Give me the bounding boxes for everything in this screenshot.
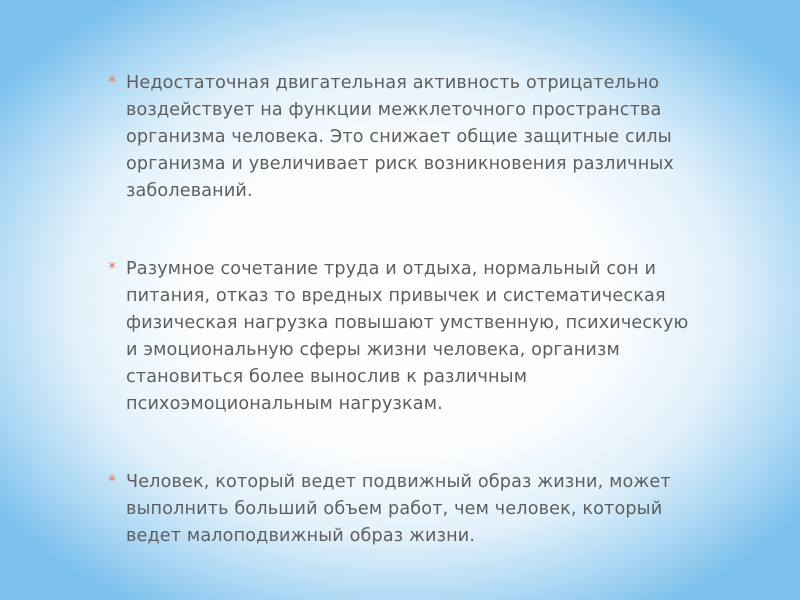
bullet-line: Разумное сочетание труда и отдыха, нормальный сон и (126, 259, 657, 279)
bullet-marker: * (108, 72, 117, 91)
bullet-line: организма человека. Это снижает общие защитные силы (126, 127, 672, 147)
bullet-marker: * (108, 471, 117, 490)
bullet-line: и эмоциональную сферы жизни человека, организм (126, 340, 620, 360)
bullet-item-work-rest-balance (108, 256, 758, 418)
bullet-line: ведет малоподвижный образ жизни. (126, 526, 476, 546)
bullet-line: воздействует на функции межклеточного пространства (126, 100, 662, 120)
bullet-line: физическая нагрузка повышают умственную, психическую (126, 313, 689, 333)
bullet-line: выполнить больший объем работ, чем человек, который (126, 499, 663, 519)
bullet-line: Человек, который ведет подвижный образ жизни, может (126, 472, 671, 492)
bullet-line: Недостаточная двигательная активность отрицательно (126, 73, 660, 93)
bullet-marker: * (108, 258, 117, 277)
bullet-line: заболеваний. (126, 181, 253, 201)
bullet-line: организма и увеличивает риск возникновения различных (126, 154, 674, 174)
bullet-line: становиться более вынослив к различным (126, 367, 528, 387)
bullet-line: питания, отказ то вредных привычек и систематическая (126, 286, 666, 306)
bullet-line: психоэмоциональным нагрузкам. (126, 394, 443, 414)
bullet-item-inactivity (108, 70, 758, 205)
bullet-item-active-lifestyle (108, 469, 758, 550)
slide-content (108, 70, 758, 550)
